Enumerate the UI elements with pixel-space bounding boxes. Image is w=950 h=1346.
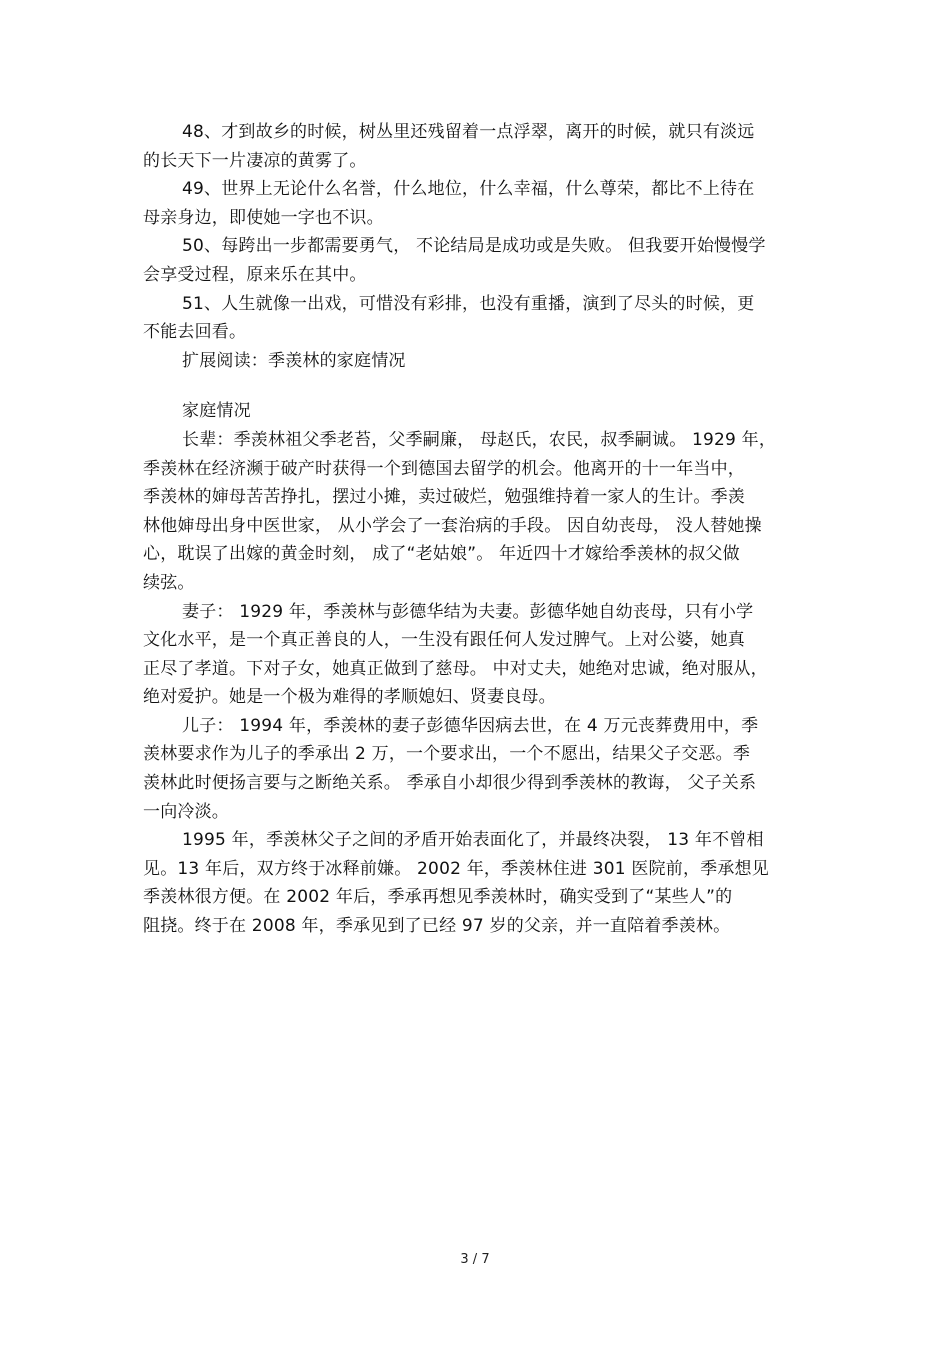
paragraph-48-line-2: 的长天下一片凄凉的黄雾了。: [143, 150, 367, 171]
reconciliation-paragraph-line-4: 阻挠。终于在 2008 年，季承见到了已经 97 岁的父亲，并一直陪着季羡林。: [143, 916, 731, 937]
elders-paragraph-line-5: 心，耽误了出嫁的黄金时刻， 成了“老姑娘”。 年近四十才嫁给季羡林的叔父做: [143, 544, 740, 565]
elders-paragraph-line-6: 续弦。: [143, 572, 195, 593]
elders-paragraph-line-1: 长辈：季羡林祖父季老苔，父季嗣廉， 母赵氏，农民，叔季嗣诚。 1929 年，: [182, 429, 777, 450]
document-body: [143, 118, 805, 941]
page-number: 3 / 7: [460, 1252, 490, 1267]
reconciliation-paragraph-line-3: 季羡林很方便。在 2002 年后，季承再想见季羡林时，确实受到了“某些人”的: [143, 887, 733, 908]
wife-paragraph-line-3: 正尽了孝道。下对子女，她真正做到了慈母。 中对丈夫，她绝对忠诚，绝对服从，: [143, 658, 768, 679]
section-gap: [143, 375, 805, 397]
paragraph-49-line-1: 49、世界上无论什么名誉，什么地位，什么幸福，什么尊荣，都比不上待在: [182, 179, 755, 200]
son-paragraph-line-3: 羡林此时便扬言要与之断绝关系。 季承自小却很少得到季羡林的教诲， 父子关系: [143, 773, 757, 794]
wife-paragraph-line-4: 绝对爱护。她是一个极为难得的孝顺媳妇、贤妻良母。: [143, 687, 556, 708]
family-section-heading: 家庭情况: [182, 401, 251, 422]
reconciliation-paragraph-line-2: 见。13 年后，双方终于冰释前嫌。 2002 年，季羡林住进 301 医院前，季承想见: [143, 858, 769, 879]
extended-reading-heading: 扩展阅读：季羡林的家庭情况: [182, 350, 406, 371]
paragraph-48-line-1: 48、才到故乡的时候，树丛里还残留着一点浮翠，离开的时候，就只有淡远: [182, 122, 755, 142]
wife-paragraph-line-2: 文化水平，是一个真正善良的人，一生没有跟任何人发过脾气。上对公婆，她真: [143, 630, 745, 651]
son-paragraph-line-2: 羡林要求作为儿子的季承出 2 万，一个要求出，一个不愿出，结果父子交恶。季: [143, 744, 751, 765]
elders-paragraph-line-2: 季羡林在经济濒于破产时获得一个到德国去留学的机会。他离开的十一年当中，: [143, 458, 745, 479]
elders-paragraph-line-3: 季羡林的婶母苦苦挣扎，摆过小摊，卖过破烂，勉强维持着一家人的生计。季羡: [143, 487, 745, 508]
paragraph-51-line-1: 51、人生就像一出戏，可惜没有彩排，也没有重播，演到了尽头的时候，更: [182, 293, 755, 314]
paragraph-50-line-2: 会享受过程，原来乐在其中。: [143, 264, 367, 285]
paragraph-51-line-2: 不能去回看。: [143, 322, 247, 343]
paragraph-49-line-2: 母亲身边，即使她一字也不识。: [143, 207, 384, 228]
wife-paragraph-line-1: 妻子： 1929 年，季羡林与彭德华结为夫妻。彭德华她自幼丧母，只有小学: [182, 601, 754, 622]
reconciliation-paragraph-line-1: 1995 年，季羡林父子之间的矛盾开始表面化了，并最终决裂， 13 年不曾相: [182, 830, 764, 851]
paragraph-50-line-1: 50、每跨出一步都需要勇气， 不论结局是成功或是失败。 但我要开始慢慢学: [182, 236, 766, 257]
elders-paragraph-line-4: 林他婶母出身中医世家， 从小学会了一套治病的手段。 因自幼丧母， 没人替她操: [143, 515, 762, 536]
son-paragraph-line-4: 一向冷淡。: [143, 801, 229, 822]
son-paragraph-line-1: 儿子： 1994 年，季羡林的妻子彭德华因病去世，在 4 万元丧葬费用中，季: [182, 715, 759, 736]
